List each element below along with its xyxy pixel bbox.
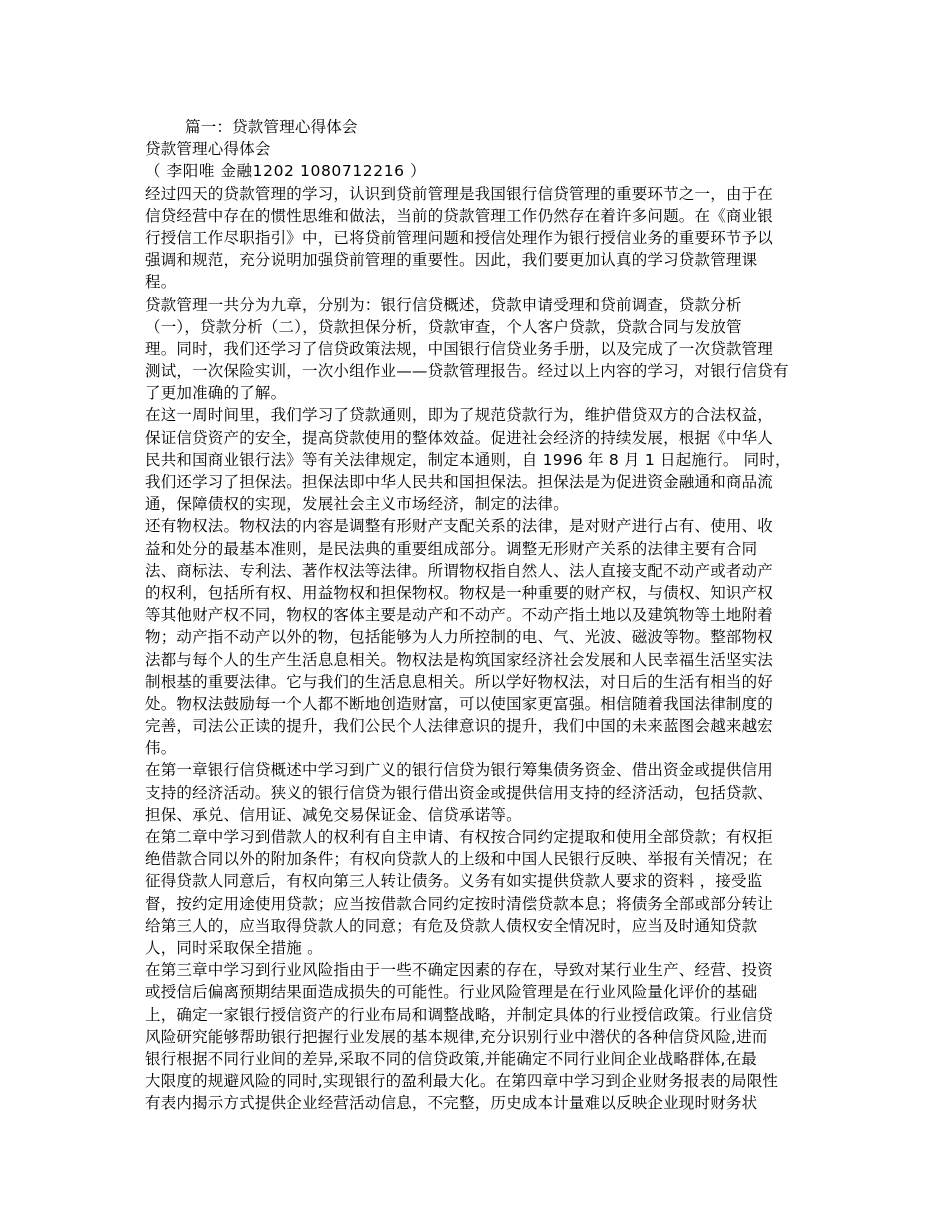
text-line: 还有物权法。物权法的内容是调整有形财产支配关系的法律，是对财产进行占有、使用、收 [145, 517, 774, 536]
author-line: （ 李阳唯 金融1202 1080712216 ） [145, 162, 427, 181]
text-line: 人，同时采取保全措施 。 [145, 938, 323, 957]
text-line: 的权利，包括所有权、用益物权和担保物权。物权是一种重要的财产权，与债权、知识产权 [145, 583, 774, 602]
text-line: 支持的经济活动。狭义的银行信贷为银行借出资金或提供信用支持的经济活动，包括贷款、 [145, 783, 774, 802]
text-line: 大限度的规避风险的同时,实现银行的盈利最大化。在第四章中学习到企业财务报表的局限性 [145, 1072, 779, 1091]
text-line: 测试，一次保险实训，一次小组作业——贷款管理报告。经过以上内容的学习，对银行信贷有 [145, 362, 789, 381]
text-line: 上，确定一家银行授信资产的行业布局和调整战略，并制定具体的行业授信政策。行业信贷 [145, 1005, 774, 1024]
text-line: 制根基的重要法律。它与我们的生活息息相关。所以学好物权法，对日后的生活有相当的好 [145, 672, 774, 691]
text-line: 益和处分的最基本准则，是民法典的重要组成部分。调整无形财产关系的法律主要有合同 [145, 539, 758, 558]
text-line: 了更加准确的了解。 [145, 384, 287, 403]
text-line: 等其他财产权不同，物权的客体主要是动产和不动产。不动产指土地以及建筑物等土地附着 [145, 606, 774, 625]
text-line: 征得贷款人同意后，有权向第三人转让债务。义务有如实提供贷款人要求的资料 ，接受监 [145, 872, 763, 891]
text-line: 通，保障债权的实现，发展社会主义市场经济，制定的法律。 [145, 495, 569, 514]
text-line: 保证信贷资产的安全，提高贷款使用的整体效益。促进社会经济的持续发展，根据《中华人 [145, 428, 774, 447]
text-line: 程。 [145, 273, 177, 292]
text-line: 处。物权法鼓励每一个人都不断地创造财富，可以使国家更富强。相信随着我国法律制度的 [145, 694, 774, 713]
text-line: 担保、承兑、信用证、减免交易保证金、信贷承诺等。 [145, 805, 522, 824]
text-line: 或授信后偏离预期结果面造成损失的可能性。行业风险管理是在行业风险量化评价的基础 [145, 983, 758, 1002]
document-subtitle: 贷款管理心得体会 [145, 140, 271, 159]
text-line: 民共和国商业银行法》等有关法律规定，制定本通则，自 1996 年 8 月 1 日起施行。 同时， [145, 450, 791, 469]
text-line: 有表内揭示方式提供企业经营活动信息，不完整，历史成本计量难以反映企业现时财务状 [145, 1094, 758, 1113]
text-line: 银行根据不同行业间的差异,采取不同的信贷政策,并能确定不同行业间企业战略群体,在最 [145, 1049, 757, 1068]
paragraph-lines [145, 183, 810, 1115]
text-line: 在第一章银行信贷概述中学习到广义的银行信贷为银行筹集债务资金、借出资金或提供信用 [145, 761, 774, 780]
text-line: 伟。 [145, 739, 177, 758]
text-line: 我们还学习了担保法。担保法即中华人民共和国担保法。担保法是为促进资金融通和商品流 [145, 473, 774, 491]
text-line: 贷款管理一共分为九章，分别为：银行信贷概述，贷款申请受理和贷前调查，贷款分析 [145, 295, 742, 314]
text-line: 法、商标法、专利法、著作权法等法律。所谓物权指自然人、法人直接支配不动产或者动产 [145, 561, 774, 580]
text-line: 绝借款合同以外的附加条件；有权向贷款人的上级和中国人民银行反映、举报有关情况；在 [145, 850, 774, 869]
text-line: 理。同时，我们还学习了信贷政策法规，中国银行信贷业务手册，以及完成了一次贷款管理 [145, 339, 774, 358]
text-line: 督，按约定用途使用贷款；应当按借款合同约定按时清偿贷款本息；将债务全部或部分转让 [145, 894, 774, 913]
text-line: 给第三人的，应当取得贷款人的同意；有危及贷款人债权安全情况时，应当及时通知贷款 [145, 916, 758, 935]
text-line: 经过四天的贷款管理的学习，认识到贷前管理是我国银行信贷管理的重要环节之一，由于在 [145, 184, 774, 203]
text-line: 在第二章中学习到借款人的权利有自主申请、有权按合同约定提取和使用全部贷款；有权拒 [145, 828, 774, 846]
text-line: 法都与每个人的生产生活息息相关。物权法是构筑国家经济社会发展和人民幸福生活坚实法 [145, 650, 774, 669]
text-line: （一），贷款分析（二），贷款担保分析，贷款审查，个人客户贷款，贷款合同与发放管 [145, 317, 742, 336]
text-line: 风险研究能够帮助银行把握行业发展的基本规律,充分识别行业中潜伏的各种信贷风险,进而 [145, 1027, 768, 1046]
text-line: 在第三章中学习到行业风险指由于一些不确定因素的存在，导致对某行业生产、经营、投资 [145, 961, 774, 980]
text-line: 强调和规范，充分说明加强贷前管理的重要性。因此，我们要更加认真的学习贷款管理课 [145, 251, 758, 270]
text-line: 物；动产指不动产以外的物，包括能够为人力所控制的电、气、光波、磁波等物。整部物权 [145, 628, 774, 647]
text-line: 行授信工作尽职指引》中，已将贷前管理问题和授信处理作为银行授信业务的重要环节予以 [145, 228, 774, 247]
document-body [145, 116, 810, 1114]
document-heading: 篇一：贷款管理心得体会 [185, 118, 358, 136]
text-line: 信贷经营中存在的惯性思维和做法，当前的贷款管理工作仍然存在着许多问题。在《商业银 [145, 206, 774, 225]
text-line: 在这一周时间里，我们学习了贷款通则，即为了规范贷款行为，维护借贷双方的合法权益， [145, 406, 774, 425]
text-line: 完善，司法公正读的提升，我们公民个人法律意识的提升，我们中国的未来蓝图会越来越宏 [145, 717, 774, 736]
